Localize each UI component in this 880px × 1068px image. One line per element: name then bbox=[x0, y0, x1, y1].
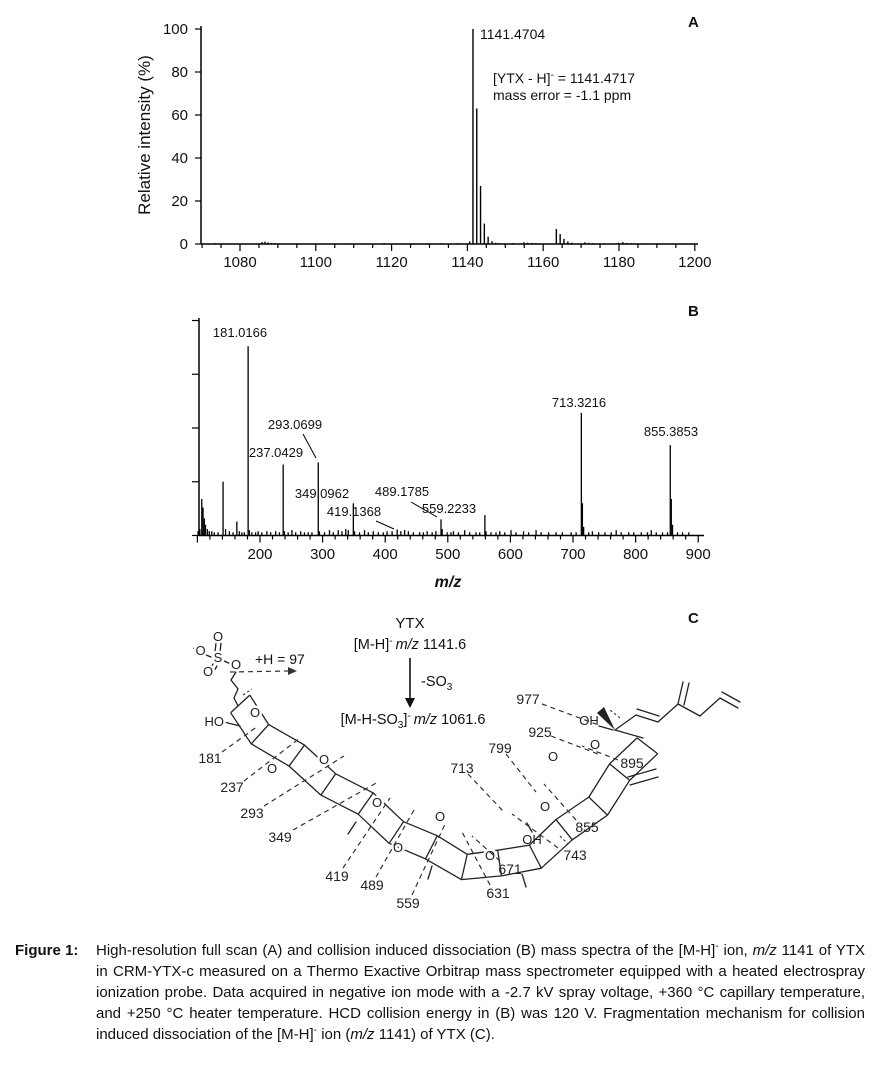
caption-segment: 1141 of YTX in CRM-YTX-c measured on a Thermo Exactive Orbitrap mass spectrometer equipped with a heated electrospray ionization probe. Data acquired in negative ion mode with a -2.7 kV spray voltage, +360 °C capillary temperature, and +250 °C heater temperature. HCD collision energy in (B) was 120 V. Fragmentation mechanism for collision induced dissociation of the [M-H] bbox=[96, 942, 865, 1043]
panel-a-full-scan-spectrum bbox=[0, 0, 880, 292]
x-tick-label: 400 bbox=[372, 546, 398, 563]
axes-a bbox=[201, 26, 698, 244]
caption-label: Figure 1: bbox=[15, 942, 79, 959]
so3-loss-label: $-SO_3$ bbox=[421, 674, 453, 693]
base-peak-label: 1141.4704 bbox=[480, 26, 546, 42]
svg-text:O: O bbox=[484, 848, 496, 863]
panel-c-structure bbox=[0, 598, 880, 940]
y-tick-label: 80 bbox=[171, 64, 188, 81]
caption-italic: m/z bbox=[350, 1026, 375, 1043]
x-tick-label: 800 bbox=[623, 546, 649, 563]
sulfate-s: S bbox=[213, 650, 223, 665]
so3-loss-arrow bbox=[405, 658, 415, 708]
svg-text:855: 855 bbox=[575, 819, 599, 835]
spectrum-b-svg bbox=[0, 292, 880, 598]
parent-ion-label: [M-H]- m/z 1141.6 bbox=[353, 636, 467, 653]
x-tick-label: 1080 bbox=[223, 254, 257, 271]
svg-text:713: 713 bbox=[450, 760, 474, 776]
x-tick-label: 1100 bbox=[299, 254, 332, 271]
ho-label: HO bbox=[204, 714, 224, 729]
peak-label: 237.0429 bbox=[248, 445, 304, 460]
caption-segment: ion, bbox=[718, 942, 753, 959]
svg-text:O: O bbox=[547, 749, 559, 764]
x-tick-label: 700 bbox=[560, 546, 586, 563]
panel-a-letter: A bbox=[688, 14, 699, 31]
peak-label-pointer bbox=[376, 521, 394, 529]
x-tick-label: 600 bbox=[497, 546, 523, 563]
caption-segment: 1141) of YTX (C). bbox=[374, 1026, 495, 1043]
svg-text:671: 671 bbox=[498, 861, 522, 877]
x-tick-label: 500 bbox=[435, 546, 461, 563]
peak-label: 713.3216 bbox=[551, 395, 607, 410]
svg-text:O: O bbox=[392, 840, 404, 855]
svg-text:349: 349 bbox=[268, 829, 292, 845]
x-tick-label: 1140 bbox=[451, 254, 484, 271]
peak-label-pointer bbox=[303, 434, 316, 458]
svg-text:O: O bbox=[589, 737, 601, 752]
peak-label: 559.2233 bbox=[421, 501, 477, 516]
ticks-a bbox=[195, 29, 695, 251]
svg-text:977: 977 bbox=[516, 691, 540, 707]
svg-text:489: 489 bbox=[360, 877, 384, 893]
figure-caption bbox=[15, 940, 865, 1045]
x-tick-label: 900 bbox=[685, 546, 711, 563]
svg-text:293: 293 bbox=[240, 805, 264, 821]
y-tick-label: 0 bbox=[179, 236, 188, 253]
panel-c-letter: C bbox=[688, 610, 699, 627]
svg-text:925: 925 bbox=[528, 724, 552, 740]
product-ion-label: $[M-H-SO_3]^-$ m/z 1061.6 bbox=[340, 711, 486, 731]
sulfate-o-left: O bbox=[202, 664, 214, 679]
stereo-dash bbox=[560, 836, 568, 844]
caption-superscript: - bbox=[313, 1025, 318, 1036]
svg-text:O: O bbox=[318, 752, 330, 767]
svg-text:O: O bbox=[371, 795, 383, 810]
stereo-dash bbox=[610, 710, 620, 718]
svg-text:237: 237 bbox=[220, 779, 244, 795]
svg-text:419: 419 bbox=[325, 868, 349, 884]
svg-text:O: O bbox=[539, 799, 551, 814]
panel-b-letter: B bbox=[688, 303, 699, 320]
sulfate-o-minus: -O bbox=[192, 643, 206, 658]
caption-superscript: - bbox=[715, 941, 719, 952]
svg-text:O: O bbox=[266, 761, 278, 776]
svg-text:O: O bbox=[249, 705, 261, 720]
svg-text:743: 743 bbox=[563, 847, 587, 863]
y-tick-label: 20 bbox=[171, 193, 188, 210]
peak-label: 489.1785 bbox=[374, 484, 430, 499]
ion-annotation: [YTX - H]- = 1141.4717 bbox=[493, 70, 636, 86]
x-axis-title: m/z bbox=[434, 574, 462, 591]
caption-segment: High-resolution full scan (A) and collision induced dissociation (B) mass spectra of the [M-H] bbox=[96, 942, 716, 959]
caption-text bbox=[96, 940, 865, 1045]
x-tick-label: 1120 bbox=[375, 254, 408, 271]
svg-text:895: 895 bbox=[620, 755, 644, 771]
svg-text:181: 181 bbox=[198, 750, 222, 766]
svg-text:O: O bbox=[434, 809, 446, 824]
peaks-a bbox=[215, 29, 685, 244]
y-tick-label: 100 bbox=[162, 21, 188, 38]
peak-label: 419.1368 bbox=[326, 504, 382, 519]
svg-text:631: 631 bbox=[486, 885, 510, 901]
peak-label: 181.0166 bbox=[212, 325, 268, 340]
y-axis-title: Relative intensity (%) bbox=[135, 55, 154, 215]
peak-label: 349.0962 bbox=[294, 486, 350, 501]
peak-label: 855.3853 bbox=[643, 424, 699, 439]
mass-error-annotation: mass error = -1.1 ppm bbox=[493, 87, 632, 103]
fragmentation-lines bbox=[222, 704, 618, 895]
caption-segment: ion ( bbox=[317, 1026, 351, 1043]
y-tick-label: 60 bbox=[171, 107, 188, 124]
peak-label: 293.0699 bbox=[267, 417, 323, 432]
plus-h-label: +H = 97 bbox=[255, 651, 305, 667]
x-tick-label: 1200 bbox=[678, 254, 712, 271]
sulfate-o-ester: O bbox=[230, 657, 242, 672]
caption-italic: m/z bbox=[752, 942, 777, 959]
x-tick-label: 300 bbox=[310, 546, 336, 563]
structure-title: YTX bbox=[395, 615, 425, 632]
x-tick-label: 200 bbox=[247, 546, 273, 563]
stereo-dash bbox=[243, 689, 252, 695]
oh-bottom-label: OH bbox=[522, 832, 542, 847]
panel-b-cid-spectrum bbox=[0, 292, 880, 598]
y-tick-label: 40 bbox=[171, 150, 188, 167]
structure-drawing bbox=[0, 598, 880, 940]
spectrum-a-svg bbox=[0, 0, 880, 292]
svg-text:799: 799 bbox=[488, 740, 512, 756]
x-tick-label: 1160 bbox=[527, 254, 560, 271]
sulfate-o-top: O bbox=[212, 629, 224, 644]
x-tick-label: 1180 bbox=[602, 254, 636, 271]
oh-sidechain-label: OH bbox=[579, 713, 599, 728]
svg-text:559: 559 bbox=[396, 895, 420, 911]
